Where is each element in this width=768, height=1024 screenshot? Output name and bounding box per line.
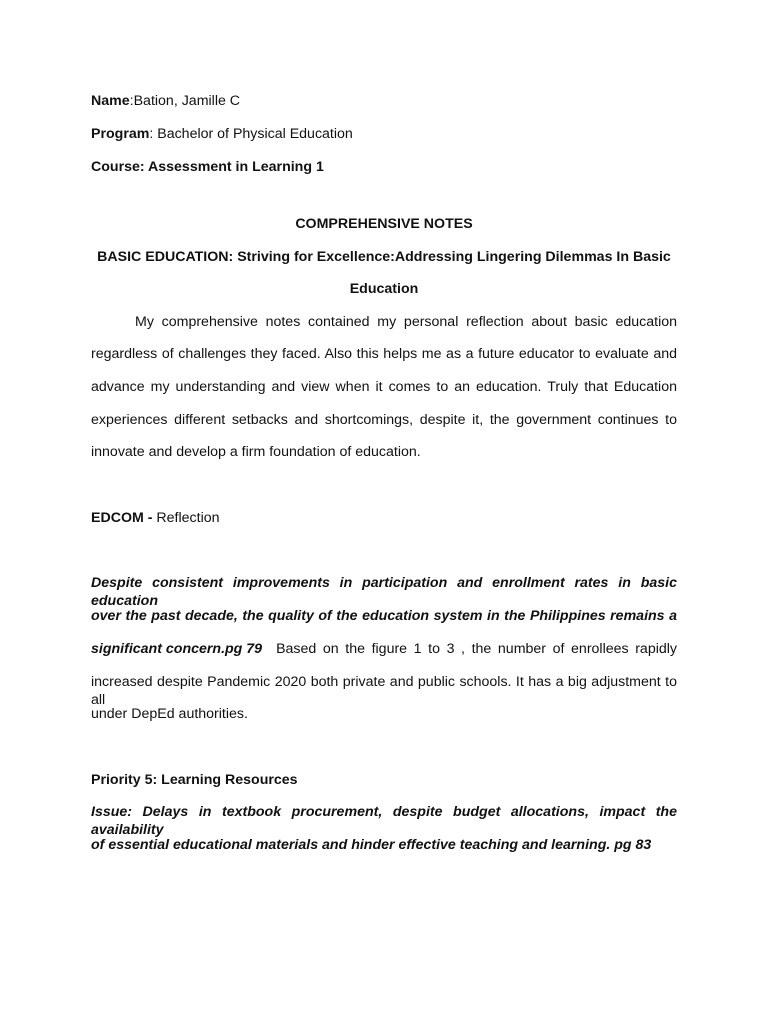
name-line xyxy=(91,92,677,110)
course-line: Course: Assessment in Learning 1 xyxy=(91,159,324,175)
program-line xyxy=(91,125,677,143)
quote-line-1: Despite consistent improvements in participation and enrollment rates in basic education xyxy=(91,575,677,609)
intro-line-5: innovate and develop a firm foundation of education. xyxy=(91,444,421,460)
document-heading: COMPREHENSIVE NOTES xyxy=(295,216,473,232)
program-value: : Bachelor of Physical Education xyxy=(149,126,353,142)
quote-citation: significant concern.pg 79 xyxy=(91,641,263,657)
program-label: Program xyxy=(91,126,150,142)
intro-line-4: experiences different setbacks and shortcomings, despite it, the government continues to xyxy=(91,412,677,428)
document-subheading-line2: Education xyxy=(349,281,419,297)
priority-heading: Priority 5: Learning Resources xyxy=(91,772,298,788)
edcom-label: EDCOM - xyxy=(91,510,153,526)
name-value: :Bation, Jamille C xyxy=(129,93,241,109)
quote-line-3 xyxy=(91,640,677,658)
priority-issue-line-2: of essential educational materials and hinder effective teaching and learning. pg 83 xyxy=(91,837,652,853)
quote-line-3-rest: Based on the figure 1 to 3 , the number of enrollees rapidly xyxy=(276,641,677,657)
quote-line-4: increased despite Pandemic 2020 both private and public schools. It has a big adjustment to all xyxy=(91,674,677,708)
edcom-line xyxy=(91,509,677,527)
priority-issue-line-1: Issue: Delays in textbook procurement, despite budget allocations, impact the availability xyxy=(91,804,677,838)
intro-line-3: advance my understanding and view when it comes to an education. Truly that Education xyxy=(91,379,677,395)
quote-line-2: over the past decade, the quality of the education system in the Philippines remains a xyxy=(91,608,677,624)
intro-line-1: My comprehensive notes contained my personal reflection about basic education xyxy=(135,314,677,330)
intro-line-2: regardless of challenges they faced. Also this helps me as a future educator to evaluate and xyxy=(91,346,677,362)
edcom-value: Reflection xyxy=(152,510,220,526)
document-subheading-line1: BASIC EDUCATION: Striving for Excellence:Addressing Lingering Dilemmas In Basic xyxy=(97,249,671,265)
quote-line-5: under DepEd authorities. xyxy=(91,706,248,722)
name-label: Name xyxy=(91,93,130,109)
